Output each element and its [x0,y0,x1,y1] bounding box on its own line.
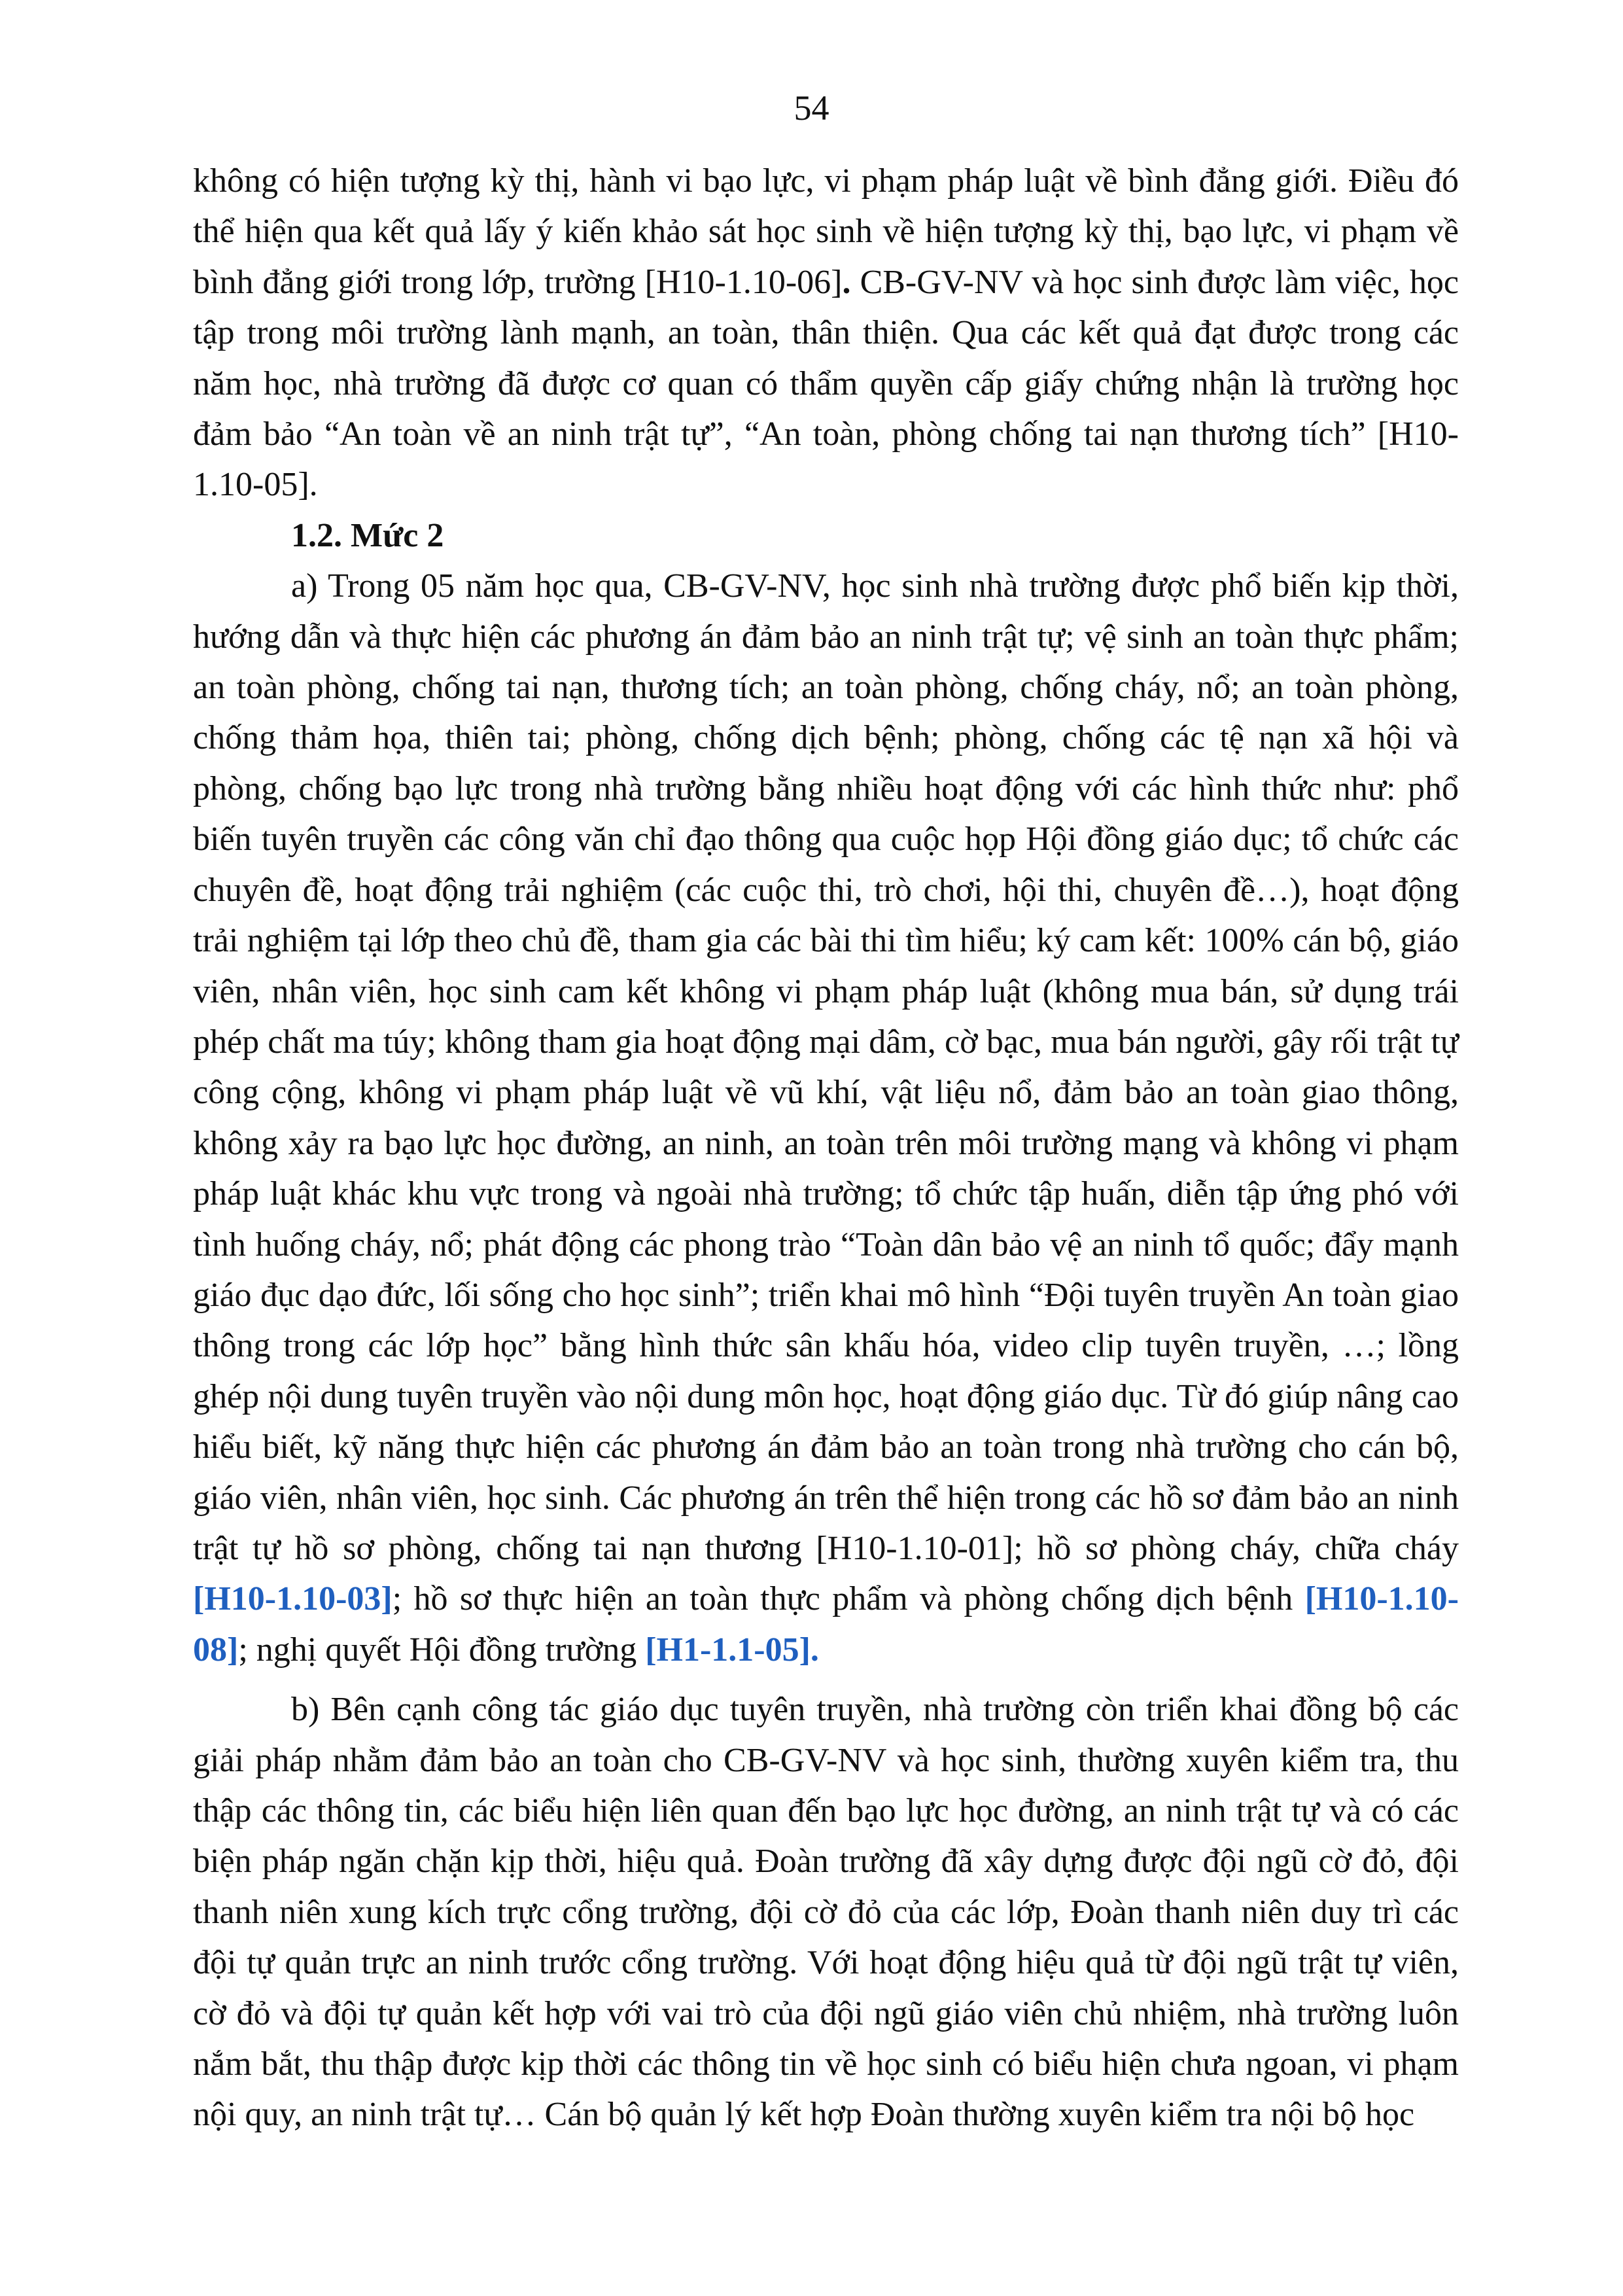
paragraph-1-text-a: không có hiện tượng kỳ thị, hành vi bạo lực, vi phạm pháp luật về bình đẳng giới. Điều đó thể hiện qua kết quả lấy ý kiến khảo sát học sinh về hiện tượng kỳ thị, bạo lực, vi phạm về bình đẳng giới trong lớp, trường [H10-1.10-06] [193,162,1459,301]
page-content [193,156,1459,2140]
evidence-ref-h1-1-1-05[interactable]: [H1-1.1-05]. [645,1631,819,1669]
paragraph-a-text-a: a) Trong 05 năm học qua, CB-GV-NV, học sinh nhà trường được phổ biến kịp thời, hướng dẫn và thực hiện các phương án đảm bảo an ninh trật tự; vệ sinh an toàn thực phẩm; an toàn phòng, chống tai nạn, thương tích; an toàn phòng, chống cháy, nổ; an toàn phòng, chống thảm họa, thiên tai; phòng, chống dịch bệnh; phòng, chống các tệ nạn xã hội và phòng, chống bạo lực trong nhà trường bằng nhiều hoạt động với các hình thức như: phổ biến tuyên truyền các công văn chỉ đạo thông qua cuộc họp Hội đồng giáo dục; tổ chức các chuyên đề, hoạt động trải nghiệm (các cuộc thi, trò chơi, hội thi, chuyên đề…), hoạt động trải nghiệm tại lớp theo chủ đề, tham gia các bài thi tìm hiểu; ký cam kết: 100% cán bộ, giáo viên, nhân viên, học sinh cam kết không vi phạm pháp luật (không mua bán, sử dụng trái phép chất ma túy; không tham gia hoạt động mại dâm, cờ bạc, mua bán người, gây rối trật tự công cộng, không vi phạm pháp luật về vũ khí, vật liệu nổ, đảm bảo an toàn giao thông, không xảy ra bạo lực học đường, an ninh, an toàn trên môi trường mạng và không vi phạm pháp luật khác khu vực trong và ngoài nhà trường; tổ chức tập huấn, diễn tập ứng phó với tình huống cháy, nổ; phát động các phong trào “Toàn dân bảo vệ an ninh tổ quốc; đẩy mạnh giáo đục dạo đức, lối sống cho học sinh”; triển khai mô hình “Đội tuyên truyền An toàn giao thông trong các lớp học” bằng hình thức sân khấu hóa, video clip tuyên truyền, …; lồng ghép nội dung tuyên truyền vào nội dung môn học, hoạt động giáo dục. Từ đó giúp nâng cao hiểu biết, kỹ năng thực hiện các phương án đảm bảo an toàn trong nhà trường cho cán bộ, giáo viên, nhân viên, học sinh. Các phương án trên thể hiện trong các hồ sơ đảm bảo an ninh trật tự hồ sơ phòng, chống tai nạn thương [H10-1.10-01]; hồ sơ phòng cháy, chữa cháy [193,567,1459,1567]
paragraph-b: b) Bên cạnh công tác giáo dục tuyên truyền, nhà trường còn triển khai đồng bộ các giải pháp nhằm đảm bảo an toàn cho CB-GV-NV và học sinh, thường xuyên kiểm tra, thu thập các thông tin, các biểu hiện liên quan đến bạo lực học đường, an ninh trật tự và có các biện pháp ngăn chặn kịp thời, hiệu quả. Đoàn trường đã xây dựng được đội ngũ cờ đỏ, đội thanh niên xung kích trực cổng trường, đội cờ đỏ của các lớp, Đoàn thanh niên duy trì các đội tự quản trực an ninh trước cổng trường. Với hoạt động hiệu quả từ đội ngũ trật tự viên, cờ đỏ và đội tự quản kết hợp với vai trò của đội ngũ giáo viên chủ nhiệm, nhà trường luôn nắm bắt, thu thập được kịp thời các thông tin về học sinh có biểu hiện chưa ngoan, vi phạm nội quy, an ninh trật tự… Cán bộ quản lý kết hợp Đoàn thường xuyên kiểm tra nội bộ học [193,1691,1459,2134]
paragraph-1-bold-period: . [842,263,851,301]
paragraph-continuation [193,156,1459,510]
paragraph-a [193,561,1459,1675]
paragraph-a-text-b: ; hồ sơ thực hiện an toàn thực phẩm và phòng chống dịch bệnh [392,1580,1305,1618]
section-heading: 1.2. Mức 2 [291,516,444,554]
page-number: 54 [794,88,829,128]
paragraph-a-text-c: ; nghị quyết Hội đồng trường [238,1631,646,1669]
paragraph-1-text-b: CB-GV-NV và học sinh được làm việc, học tập trong môi trường lành mạnh, an toàn, thân thiện. Qua các kết quả đạt được trong các năm học, nhà trường đã được cơ quan có thẩm quyền cấp giấy chứng nhận là trường học đảm bảo “An toàn về an ninh trật tự”, “An toàn, phòng chống tai nạn thương tích” [H10-1.10-05]. [193,263,1459,504]
evidence-ref-h10-1-10-08[interactable]: [H10-1.10-08] [193,1580,1459,1669]
evidence-ref-h10-1-10-03[interactable]: [H10-1.10-03] [193,1580,393,1618]
